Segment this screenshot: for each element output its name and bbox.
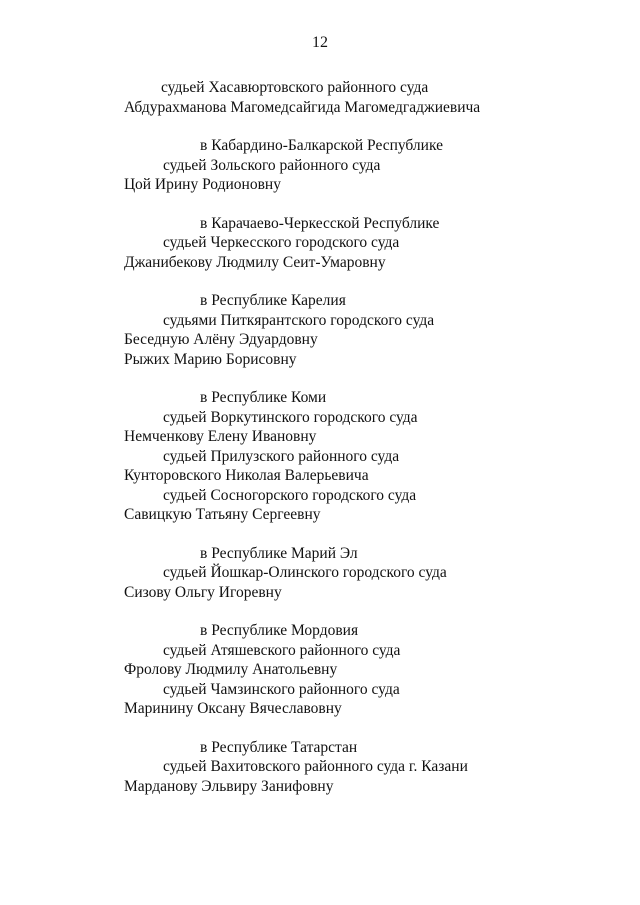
intro-block bbox=[0, 78, 640, 117]
judge-name-line: Марданову Эльвиру Занифовну bbox=[124, 777, 334, 795]
judge-name-line: Маринину Оксану Вячеславовну bbox=[124, 700, 342, 717]
region-heading: в Республике Татарстан bbox=[200, 738, 358, 756]
region-heading: в Республике Мордовия bbox=[200, 622, 359, 639]
region-heading: в Республике Марий Эл bbox=[200, 544, 358, 562]
court-line: судьей Вахитовского районного суда г. Казани bbox=[163, 758, 468, 775]
court-line: судьями Питкярантского городского суда bbox=[163, 311, 435, 329]
judge-name-line: Фролову Людмилу Анатольевну bbox=[124, 661, 338, 678]
judge-name-line: Кунторовского Николая Валерьевича bbox=[124, 467, 369, 484]
court-line: судьей Йошкар-Олинского городского суда bbox=[163, 564, 447, 581]
court-line: судьей Воркутинского городского суда bbox=[163, 408, 418, 426]
regions-list bbox=[0, 136, 640, 796]
judge-name-line: Беседную Алёну Эдуардовну bbox=[124, 331, 318, 348]
region-block bbox=[0, 291, 640, 369]
judge-name-line: Немченкову Елену Ивановну bbox=[124, 428, 317, 445]
judge-name-line: Рыжих Марию Борисовну bbox=[124, 350, 297, 368]
region-block bbox=[0, 388, 640, 525]
region-heading: в Республике Карелия bbox=[200, 292, 346, 309]
court-line: судьей Атяшевского районного суда bbox=[163, 641, 401, 659]
region-block bbox=[0, 136, 640, 195]
region-heading: в Карачаево-Черкесской Республике bbox=[200, 214, 440, 232]
region-block bbox=[0, 214, 640, 273]
page-number: 12 bbox=[312, 34, 328, 51]
judge-name-line: Джанибекову Людмилу Сеит-Умаровну bbox=[124, 253, 386, 271]
court-line: судьей Хасавюртовского районного суда bbox=[161, 79, 429, 96]
judge-name-line: Савицкую Татьяну Сергеевну bbox=[124, 506, 321, 523]
judge-name-line: Абдурахманова Магомедсайгида Магомедгаджиевича bbox=[124, 98, 481, 116]
court-line: судьей Прилузского районного суда bbox=[163, 447, 400, 465]
region-block bbox=[0, 738, 640, 797]
document-body bbox=[0, 78, 640, 815]
region-heading: в Республике Коми bbox=[200, 389, 327, 406]
region-block bbox=[0, 544, 640, 603]
region-heading: в Кабардино-Балкарской Республике bbox=[200, 137, 443, 154]
judge-name-line: Цой Ирину Родионовну bbox=[124, 176, 281, 193]
court-line: судьей Чамзинского районного суда bbox=[163, 680, 400, 698]
court-line: судьей Черкесского городского суда bbox=[163, 234, 400, 251]
court-line: судьей Сосногорского городского суда bbox=[163, 486, 417, 504]
judge-name-line: Сизову Ольгу Игоревну bbox=[124, 583, 282, 601]
court-line: судьей Зольского районного суда bbox=[163, 156, 381, 174]
region-block bbox=[0, 621, 640, 719]
